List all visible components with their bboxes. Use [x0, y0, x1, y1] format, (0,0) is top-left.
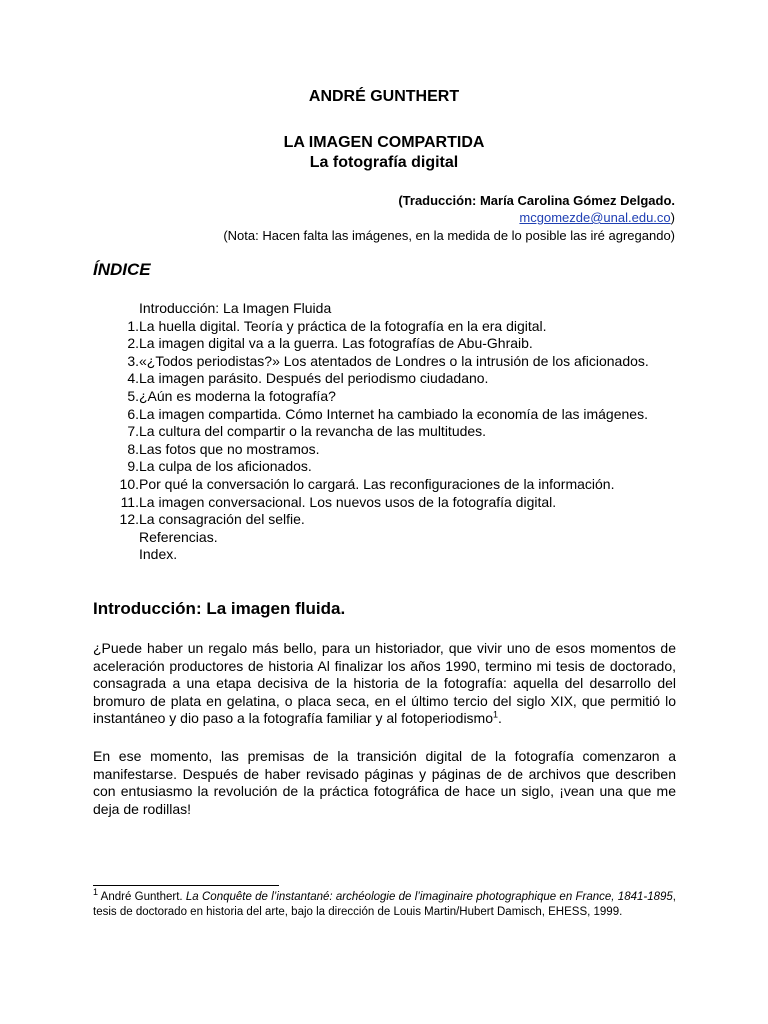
- toc-item-label: ¿Aún es moderna la fotografía?: [139, 387, 336, 404]
- toc-item: [93, 300, 683, 318]
- footnote-work-title: La Conquête de l’instantané: archéologie de l’imaginaire photographique en France, 1841-1895: [185, 891, 673, 903]
- document-subtitle: La fotografía digital: [309, 154, 459, 171]
- intro-paragraph-1-end: .: [498, 710, 502, 726]
- toc-item-number: 2.: [127, 335, 139, 352]
- toc-item-number: [93, 546, 139, 564]
- toc-item-number: [93, 529, 139, 547]
- toc-item: [93, 388, 683, 406]
- toc-item: [93, 458, 683, 476]
- toc-item-number: 4.: [127, 370, 139, 387]
- email-line: [519, 210, 675, 225]
- toc-item-label: Index.: [139, 546, 178, 563]
- footnote-reference[interactable]: 1: [493, 709, 499, 720]
- toc-item-number: 11.: [120, 493, 139, 510]
- toc-item-label: La imagen compartida. Cómo Internet ha cambiado la economía de las imágenes.: [139, 405, 648, 422]
- toc-item-number: 1.: [127, 317, 139, 334]
- toc-item-number: 7.: [127, 423, 139, 440]
- toc-item-label: La consagración del selfie.: [139, 511, 305, 528]
- intro-paragraph-1-text: ¿Puede haber un regalo más bello, para un historiador, que vivir uno de esos momentos de aceleración productores de historia Al finalizar los años 1990, termino mi tesis de doctorado, consagrada a una etapa decisiva de la historia de la fotografía: aquella del desarrollo del bromuro de plata en gelatina, o placa seca, en el último tercio del siglo XIX, que permitió lo instantáneo y dio paso a la fotografía familiar y al fotoperiodismo: [93, 640, 676, 726]
- toc-item: [93, 423, 683, 441]
- footnote: [93, 887, 676, 920]
- toc-item-number: 8.: [127, 440, 139, 457]
- toc-item-label: La culpa de los aficionados.: [139, 458, 312, 475]
- toc-item-number: [93, 300, 139, 318]
- email-link[interactable]: mcgomezde@unal.edu.co: [519, 210, 671, 225]
- toc-item: [93, 406, 683, 424]
- author-name: ANDRÉ GUNTHERT: [308, 88, 460, 105]
- toc-item-label: «¿Todos periodistas?» Los atentados de Londres o la intrusión de los aficionados.: [139, 352, 649, 369]
- toc-item-label: Por qué la conversación lo cargará. Las reconfiguraciones de la información.: [139, 475, 615, 492]
- toc-item: [93, 494, 683, 512]
- email-close-paren: ): [670, 210, 675, 225]
- translator-note: (Nota: Hacen falta las imágenes, en la medida de lo posible las iré agregando): [223, 228, 675, 243]
- toc-item: [93, 546, 683, 564]
- toc-item-label: La imagen digital va a la guerra. Las fotografías de Abu-Ghraib.: [139, 335, 533, 352]
- toc-item-label: La imagen conversacional. Los nuevos usos de la fotografía digital.: [139, 493, 557, 510]
- toc-item-number: 9.: [127, 458, 139, 475]
- toc-item-number: 12.: [119, 511, 139, 528]
- toc-item-number: 10.: [119, 475, 139, 492]
- footnote-number: 1: [93, 887, 99, 898]
- toc-item-number: 6.: [127, 405, 139, 422]
- intro-paragraph-1: [93, 640, 676, 728]
- footnote-rest: , tesis de doctorado en historia del arte, bajo la dirección de Louis Martin/Hubert Damisch, EHESS, 1999.: [93, 891, 676, 918]
- footnote-divider: [93, 885, 279, 886]
- toc-item-label: Introducción: La Imagen Fluida: [139, 300, 332, 316]
- toc-item-number: 5.: [127, 387, 139, 404]
- toc-item: [93, 370, 683, 388]
- toc-item-label: La cultura del compartir o la revancha de las multitudes.: [139, 423, 487, 440]
- translation-credit: (Traducción: María Carolina Gómez Delgado.: [398, 193, 675, 208]
- toc-item: [93, 441, 683, 459]
- table-of-contents: [93, 300, 683, 564]
- intro-heading: Introducción: La imagen fluida.: [93, 599, 346, 618]
- toc-item-number: 3.: [127, 352, 139, 369]
- toc-item: [93, 529, 683, 547]
- footnote-lead: André Gunthert.: [98, 891, 186, 903]
- toc-item-label: Referencias.: [139, 528, 218, 545]
- toc-item: [93, 335, 683, 353]
- index-heading: ÍNDICE: [93, 260, 151, 279]
- toc-item: [93, 511, 683, 529]
- intro-paragraph-2: En ese momento, las premisas de la transición digital de la fotografía comenzaron a manifestarse. Después de haber revisado páginas y páginas de de archivos que describen con entusiasmo la revolución de la práctica fotográfica de hace un siglo, ¡vean una que me deja de rodillas!: [93, 748, 676, 817]
- toc-item: [93, 476, 683, 494]
- toc-item: [93, 353, 683, 371]
- toc-item-label: La imagen parásito. Después del periodismo ciudadano.: [139, 370, 489, 387]
- toc-item: [93, 318, 683, 336]
- document-title: LA IMAGEN COMPARTIDA: [283, 134, 485, 151]
- toc-item-label: Las fotos que no mostramos.: [139, 440, 320, 457]
- toc-item-label: La huella digital. Teoría y práctica de la fotografía en la era digital.: [139, 317, 547, 334]
